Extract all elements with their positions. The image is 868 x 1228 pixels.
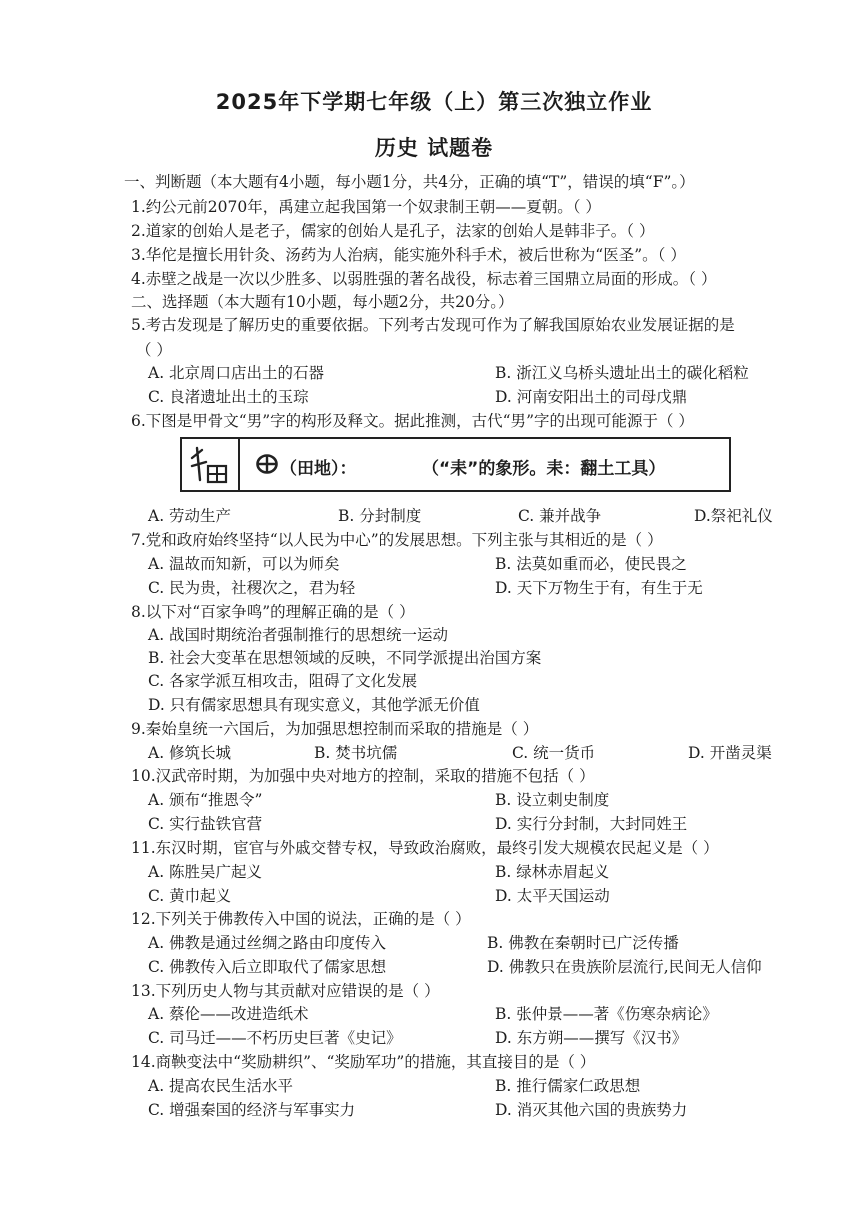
question-1: 1.约公元前2070年，禹建立起我国第一个奴隶制王朝——夏朝。（ ） — [131, 198, 601, 216]
question-10-option-a: A. 颁布“推恩令” — [148, 791, 263, 809]
question-10-option-d: D. 实行分封制，大封同姓王 — [495, 815, 688, 833]
question-7-option-d: D. 天下万物生于有，有生于无 — [495, 579, 703, 597]
question-11-option-a: A. 陈胜吴广起义 — [148, 863, 263, 881]
question-10-option-b: B. 设立刺史制度 — [495, 791, 610, 809]
question-13-stem: 13.下列历史人物与其贡献对应错误的是（ ） — [131, 982, 440, 1000]
question-4: 4.赤壁之战是一次以少胜多、以弱胜强的著名战役，标志着三国鼎立局面的形成。（ ） — [131, 270, 717, 288]
question-9-option-a: A. 修筑长城 — [148, 744, 232, 762]
section1-heading: 一、判断题（本大题有4小题，每小题1分，共4分，正确的填“T”，错误的填“F”。） — [124, 173, 695, 191]
question-2: 2.道家的创始人是老子，儒家的创始人是孔子，法家的创始人是韩非子。（ ） — [131, 222, 655, 240]
question-6-option-d: D.祭祀礼仪 — [694, 507, 773, 525]
figure-text-plough: （“耒”的象形。耒：翻土工具） — [422, 459, 666, 479]
figure-text-field: （田地）： — [280, 459, 357, 479]
question-11-option-c: C. 黄巾起义 — [148, 887, 232, 905]
question-9-option-c: C. 统一货币 — [512, 744, 596, 762]
question-8-option-b: B. 社会大变革在思想领域的反映，不同学派提出治国方案 — [148, 649, 542, 667]
question-5-option-a: A. 北京周口店出土的石器 — [148, 364, 325, 382]
question-5-option-d: D. 河南安阳出土的司母戊鼎 — [495, 388, 688, 406]
question-6-option-c: C. 兼并战争 — [518, 507, 602, 525]
question-14-option-c: C. 增强秦国的经济与军事实力 — [148, 1101, 356, 1119]
question-7-option-c: C. 民为贵，社稷次之，君为轻 — [148, 579, 356, 597]
question-6-option-a: A. 劳动生产 — [148, 507, 232, 525]
question-5-stem-cont: （ ） — [136, 341, 172, 359]
figure-divider — [238, 439, 240, 490]
question-11-option-d: D. 太平天国运动 — [495, 887, 610, 905]
question-14-option-b: B. 推行儒家仁政思想 — [495, 1077, 641, 1095]
question-12-stem: 12.下列关于佛教传入中国的说法，正确的是（ ） — [131, 910, 471, 928]
question-9-option-b: B. 焚书坑儒 — [314, 744, 398, 762]
question-13-option-a: A. 蔡伦——改进造纸术 — [148, 1005, 309, 1023]
question-9-stem: 9.秦始皇统一六国后，为加强思想控制而采取的措施是（ ） — [131, 720, 539, 738]
question-6-option-b: B. 分封制度 — [338, 507, 422, 525]
question-8-option-c: C. 各家学派互相攻击，阻碍了文化发展 — [148, 672, 418, 690]
question-5-option-b: B. 浙江义乌桥头遗址出土的碳化稻粒 — [495, 364, 749, 382]
question-11-stem: 11.东汉时期，宦官与外戚交替专权，导致政治腐败，最终引发大规模农民起义是（ ） — [131, 839, 719, 857]
tian-field-icon — [256, 453, 278, 475]
question-12-option-d: D. 佛教只在贵族阶层流行,民间无人信仰 — [487, 958, 762, 976]
question-13-option-c: C. 司马迁——不朽历史巨著《史记》 — [148, 1029, 402, 1047]
question-3: 3.华佗是擅长用针灸、汤药为人治病，能实施外科手术，被后世称为“医圣”。（ ） — [131, 246, 686, 264]
question-5-option-c: C. 良渚遗址出土的玉琮 — [148, 388, 309, 406]
question-14-stem: 14.商鞅变法中“奖励耕织”、“奖励军功”的措施，其直接目的是（ ） — [131, 1053, 596, 1071]
question-7-stem: 7.党和政府始终坚持“以人民为中心”的发展思想。下列主张与其相近的是（ ） — [131, 531, 663, 549]
question-13-option-d: D. 东方朔——撰写《汉书》 — [495, 1029, 688, 1047]
question-12-option-c: C. 佛教传入后立即取代了儒家思想 — [148, 958, 387, 976]
question-11-option-b: B. 绿林赤眉起义 — [495, 863, 610, 881]
question-7-option-b: B. 法莫如重而必，使民畏之 — [495, 555, 687, 573]
question-8-stem: 8.以下对“百家争鸣”的理解正确的是（ ） — [131, 603, 415, 621]
section2-heading: 二、选择题（本大题有10小题，每小题2分，共20分。） — [131, 293, 514, 311]
question-12-option-a: A. 佛教是通过丝绸之路由印度传入 — [148, 934, 387, 952]
question-8-option-a: A. 战国时期统治者强制推行的思想统一运动 — [148, 626, 449, 644]
question-10-stem: 10.汉武帝时期，为加强中央对地方的控制，采取的措施不包括（ ） — [131, 767, 595, 785]
question-14-option-d: D. 消灭其他六国的贵族势力 — [495, 1101, 688, 1119]
question-9-option-d: D. 开凿灵渠 — [688, 744, 772, 762]
question-10-option-c: C. 实行盐铁官营 — [148, 815, 263, 833]
question-14-option-a: A. 提高农民生活水平 — [148, 1077, 294, 1095]
question-12-option-b: B. 佛教在秦朝时已广泛传播 — [487, 934, 679, 952]
exam-title: 2025年下学期七年级（上）第三次独立作业 — [215, 90, 653, 114]
question-13-option-b: B. 张仲景——著《伤寒杂病论》 — [495, 1005, 718, 1023]
oracle-bone-figure — [180, 437, 731, 492]
oracle-bone-nan-glyph-icon — [188, 444, 232, 486]
exam-subtitle: 历史 试题卷 — [374, 136, 494, 160]
question-7-option-a: A. 温故而知新，可以为师矣 — [148, 555, 340, 573]
question-5-stem: 5.考古发现是了解历史的重要依据。下列考古发现可作为了解我国原始农业发展证据的是 — [131, 316, 735, 334]
question-6-stem: 6.下图是甲骨文“男”字的构形及释文。据此推测，古代“男”字的出现可能源于（ ） — [131, 412, 694, 430]
question-8-option-d: D. 只有儒家思想具有现实意义，其他学派无价值 — [148, 696, 480, 714]
